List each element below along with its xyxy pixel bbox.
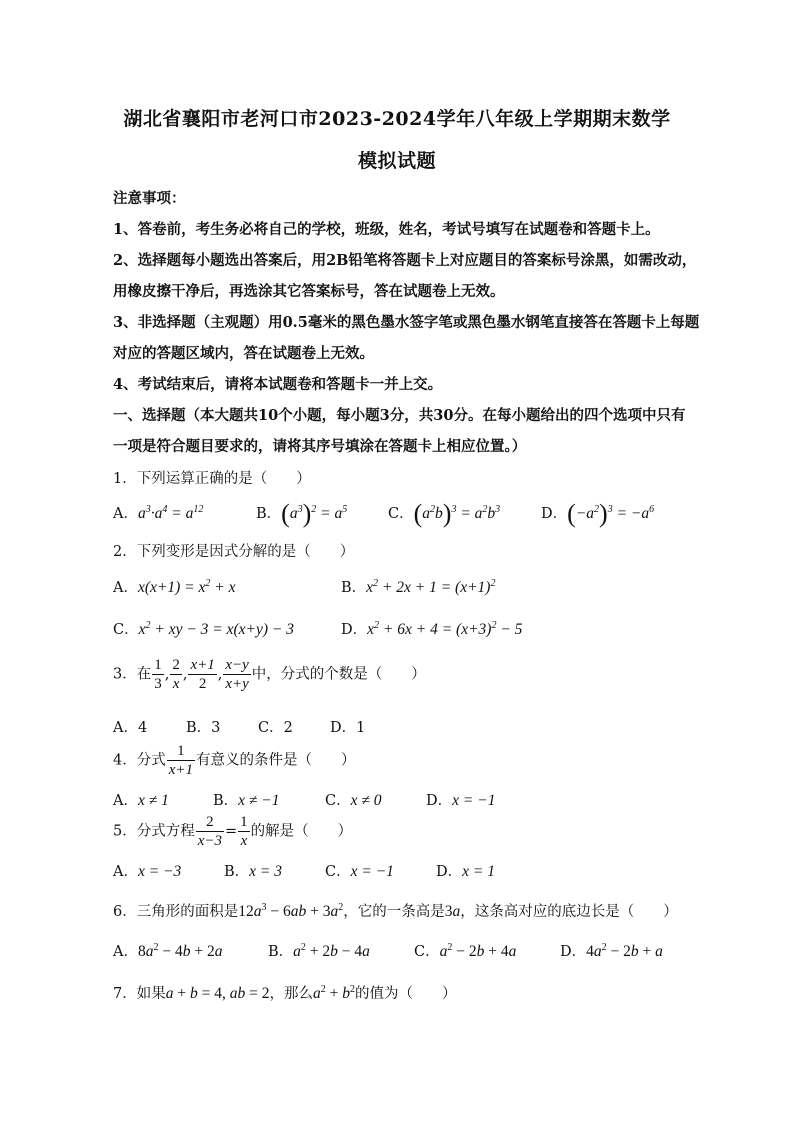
- q3-option-b: B．3: [186, 720, 221, 736]
- notice-heading: 注意事项：: [113, 190, 186, 207]
- section-heading: 一项是符合题目要求的，请将其序号填涂在答题卡上相应位置。）: [113, 438, 527, 455]
- question-6-stem: 6．三角形的面积是$12a^3 - 6ab + 3a^2$，它的一条高是3a，这条高对应的底边长是（ ）: [113, 902, 678, 920]
- notice-line: 3、非选择题（主观题）用0.5毫米的黑色墨水签字笔或黑色墨水钢笔直接答在答题卡上每题: [113, 314, 700, 331]
- question-7-stem: 7．如果a + b = 4, ab = 2，那么$a^2 + b^2$的值为（ ）: [113, 984, 457, 1002]
- question-2-stem: 2．下列变形是因式分解的是（ ）: [113, 544, 355, 560]
- question-3-stem: 3．在 $\frac{1}{3}$ , $\frac{2}{x}$ , $\frac{x+1}{2}$ , $\frac{x-y}{x+y}$ 中，分式的个数是（ ）: [113, 657, 426, 692]
- q2-option-b: B．$x^2 + 2x + 1 = (x+1)^2$: [341, 578, 496, 596]
- q3-option-c: C．2: [258, 720, 293, 736]
- q1-option-c: C．$(a^2b)^3 = a^2b^3$: [388, 499, 501, 528]
- q5-option-d: D．x = 1: [436, 863, 495, 880]
- q5-option-b: B．x = 3: [224, 863, 282, 880]
- q4-option-d: D．x = −1: [426, 792, 496, 809]
- section-heading: 一、选择题（本大题共10个小题，每小题3分，共30分。在每小题给出的四个选项中只有: [113, 407, 686, 424]
- q3-option-d: D．1: [330, 720, 366, 736]
- q6-option-b: B．$a^2 + 2b - 4a$: [268, 942, 370, 960]
- q5-option-a: A．x = −3: [113, 863, 182, 880]
- q6-option-a: A．$8a^2 - 4b + 2a$: [113, 942, 223, 960]
- exam-title: 湖北省襄阳市老河口市2023-2024学年八年级上学期期末数学: [123, 108, 671, 130]
- notice-line: 1、答卷前，考生务必将自己的学校，班级，姓名，考试号填写在试题卷和答题卡上。: [113, 221, 660, 238]
- q2-option-c: C．$x^2$ + xy − 3 = x(x+y) − 3: [113, 620, 295, 638]
- q3-option-a: A．4: [113, 720, 148, 736]
- notice-line: 对应的答题区域内，答在试题卷上无效。: [113, 345, 374, 362]
- notice-line: 4、考试结束后，请将本试题卷和答题卡一并上交。: [113, 376, 443, 393]
- q6-option-d: D．$4a^2 - 2b + a$: [560, 942, 663, 960]
- q1-option-a: A．$a^3\cdot a^4 = a^{12}$: [113, 504, 204, 522]
- notice-line: 用橡皮擦干净后，再选涂其它答案标号，答在试题卷上无效。: [113, 283, 505, 300]
- q4-option-a: A．x ≠ 1: [113, 792, 169, 809]
- q5-option-c: C．x = −1: [325, 863, 394, 880]
- exam-subtitle: 模拟试题: [357, 150, 436, 172]
- q6-option-c: C．$a^2 - 2b + 4a$: [414, 942, 517, 960]
- q2-option-d: D．$x^2 + 6x + 4 = (x+3)^2 - 5$: [341, 620, 523, 638]
- question-4-stem: 4．分式 $\frac{1}{x+1}$ 有意义的条件是（ ）: [113, 743, 356, 778]
- q4-option-c: C．x ≠ 0: [325, 792, 382, 809]
- q1-option-b: B．$(a^3)^2 = a^5$: [256, 499, 348, 528]
- question-5-stem: 5．分式方程 $\frac{2}{x-3}$ = $\frac{1}{x}$ 的解是（ ）: [113, 814, 353, 849]
- q4-option-b: B．x ≠ −1: [213, 792, 280, 809]
- notice-line: 2、选择题每小题选出答案后，用2B铅笔将答题卡上对应题目的答案标号涂黑，如需改动，: [113, 252, 697, 269]
- q1-option-d: D．$(-a^2)^3 = -a^6$: [541, 499, 655, 528]
- q2-option-a: A．$x(x+1) = x^2 + x$: [113, 578, 236, 596]
- question-1-stem: 1．下列运算正确的是（ ）: [113, 471, 311, 487]
